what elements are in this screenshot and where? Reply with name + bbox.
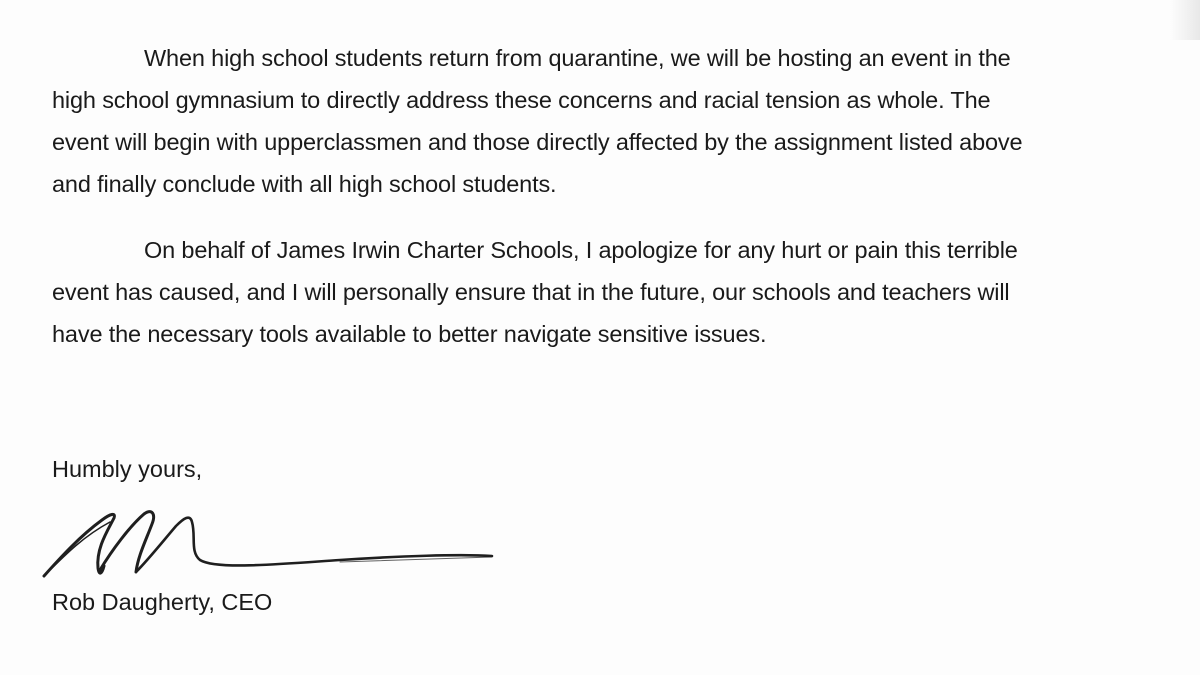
paragraph-line: event will begin with upperclassmen and those directly affected by the assignment listed above: [52, 129, 1023, 155]
paragraph-line: have the necessary tools available to better navigate sensitive issues.: [52, 321, 767, 347]
paragraph-line: and finally conclude with all high school students.: [52, 171, 557, 197]
handwritten-signature: [40, 500, 510, 590]
cutoff-previous-line: [52, 0, 352, 4]
paragraph-line: event has caused, and I will personally ensure that in the future, our schools and teachers will: [52, 279, 1010, 305]
closing-salutation: Humbly yours,: [52, 456, 203, 482]
scan-edge-shadow: [1170, 0, 1200, 40]
paragraph-line: high school gymnasium to directly address these concerns and racial tension as whole. The: [52, 87, 991, 113]
paragraph-apology: [52, 229, 1132, 355]
paragraph-line: On behalf of James Irwin Charter Schools, I apologize for any hurt or pain this terrible: [144, 237, 1018, 263]
signer-name: Rob Daugherty, CEO: [52, 589, 273, 615]
paragraph-quarantine-event: [52, 37, 1132, 205]
paragraph-line: When high school students return from quarantine, we will be hosting an event in the: [144, 45, 1011, 71]
